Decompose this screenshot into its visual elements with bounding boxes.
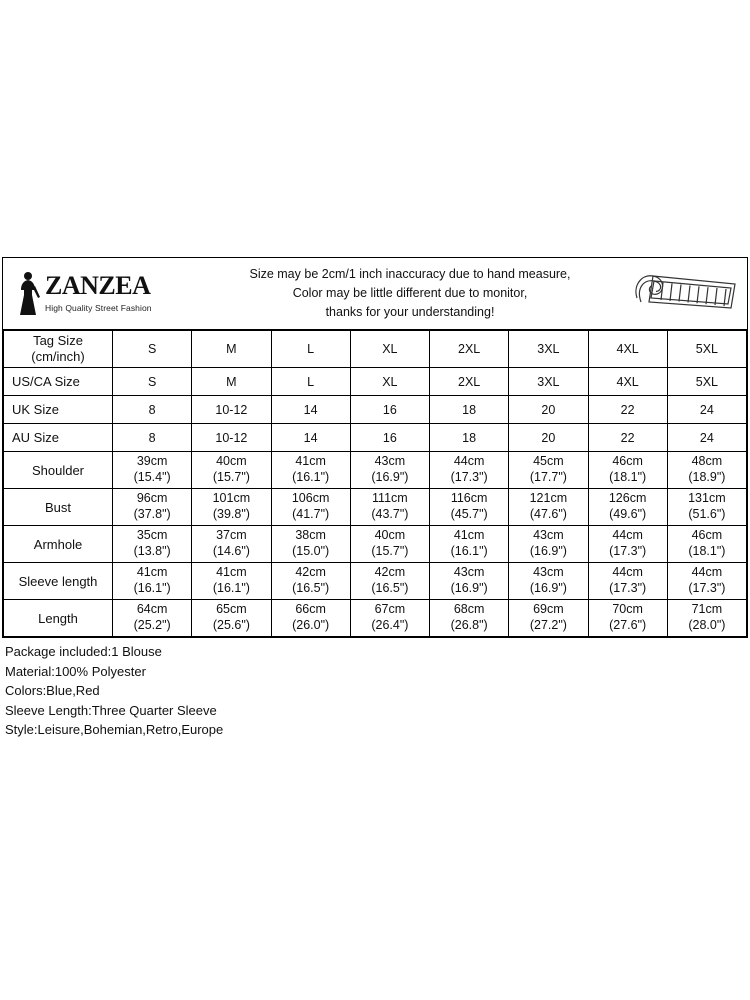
table-row — [4, 489, 747, 526]
cell — [113, 526, 192, 563]
table-row — [4, 452, 747, 489]
row-label-line2: (cm/inch) — [31, 349, 85, 364]
cell: 24 — [667, 424, 746, 452]
cell — [509, 526, 588, 563]
cell: L — [271, 331, 350, 368]
cell-inch: (37.8") — [133, 507, 171, 521]
cell-cm: 41cm — [453, 528, 485, 543]
cell — [350, 452, 429, 489]
size-table — [3, 330, 747, 637]
cell-cm: 116cm — [450, 491, 488, 506]
cell-inch: (41.7") — [292, 507, 330, 521]
cell-inch: (17.3") — [609, 544, 647, 558]
cell-cm: 44cm — [691, 565, 723, 580]
cell — [588, 452, 667, 489]
cell-inch: (18.1") — [688, 544, 726, 558]
cell-cm: 41cm — [295, 454, 326, 469]
row-label-bust: Bust — [4, 489, 113, 526]
detail-sleeve-length: Sleeve Length:Three Quarter Sleeve — [5, 702, 217, 718]
cell: 14 — [271, 396, 350, 424]
cell — [113, 600, 192, 637]
cell-inch: (25.2") — [133, 618, 171, 632]
cell — [271, 600, 350, 637]
cell: 18 — [430, 396, 509, 424]
cell — [430, 563, 509, 600]
size-chart-block — [2, 257, 748, 638]
cell — [667, 489, 746, 526]
cell-inch: (18.9") — [688, 470, 726, 484]
cell — [192, 563, 271, 600]
cell-inch: (15.4") — [133, 470, 171, 484]
cell: S — [113, 331, 192, 368]
cell-inch: (25.6") — [212, 618, 250, 632]
row-label-line1: Tag Size — [33, 332, 83, 348]
cell-inch: (17.3") — [609, 581, 647, 595]
cell-cm: 71cm — [691, 602, 723, 617]
cell-inch: (26.4") — [371, 618, 409, 632]
cell — [350, 526, 429, 563]
detail-material: Material:100% Polyester — [5, 663, 146, 679]
cell: 20 — [509, 424, 588, 452]
disclaimer-line-3: thanks for your understanding! — [325, 305, 495, 319]
cell-inch: (51.6") — [688, 507, 726, 521]
cell: 16 — [350, 424, 429, 452]
cell-cm: 42cm — [295, 565, 326, 580]
cell: 5XL — [667, 331, 746, 368]
cell-inch: (16.9") — [529, 581, 567, 595]
cell: 4XL — [588, 368, 667, 396]
measuring-tape-icon — [627, 264, 747, 324]
cell-inch: (17.7") — [529, 470, 567, 484]
cell-cm: 69cm — [533, 602, 564, 617]
cell — [113, 563, 192, 600]
cell — [588, 600, 667, 637]
cell — [509, 600, 588, 637]
chart-header — [3, 258, 747, 330]
cell-cm: 43cm — [533, 565, 564, 580]
cell-cm: 44cm — [612, 565, 643, 580]
detail-colors: Colors:Blue,Red — [5, 683, 100, 698]
cell-inch: (18.1") — [609, 470, 647, 484]
cell: L — [271, 368, 350, 396]
cell-inch: (15.0") — [292, 544, 330, 558]
cell-cm: 48cm — [691, 454, 723, 469]
cell-cm: 106cm — [291, 491, 330, 506]
cell-inch: (16.1") — [212, 581, 250, 595]
cell — [271, 489, 350, 526]
cell — [430, 526, 509, 563]
cell-inch: (17.3") — [450, 470, 488, 484]
cell-inch: (13.8") — [133, 544, 171, 558]
cell — [350, 563, 429, 600]
cell: 18 — [430, 424, 509, 452]
cell-cm: 64cm — [136, 602, 168, 617]
cell — [350, 600, 429, 637]
cell-cm: 44cm — [612, 528, 643, 543]
cell: S — [113, 368, 192, 396]
brand-text — [45, 270, 193, 315]
cell — [667, 452, 746, 489]
cell-cm: 96cm — [136, 491, 168, 506]
table-row — [4, 424, 747, 452]
cell-cm: 65cm — [216, 602, 247, 617]
cell-cm: 131cm — [688, 491, 726, 506]
cell: 4XL — [588, 331, 667, 368]
cell: 14 — [271, 424, 350, 452]
cell-inch: (28.0") — [688, 618, 726, 632]
cell-cm: 66cm — [295, 602, 326, 617]
cell — [667, 563, 746, 600]
cell — [509, 563, 588, 600]
cell-cm: 40cm — [216, 454, 247, 469]
row-label-shoulder: Shoulder — [4, 452, 113, 489]
cell: 2XL — [430, 331, 509, 368]
brand-name: ZANZEA — [45, 270, 151, 300]
cell — [430, 452, 509, 489]
cell-cm: 43cm — [533, 528, 564, 543]
cell — [192, 600, 271, 637]
cell — [271, 452, 350, 489]
cell: 24 — [667, 396, 746, 424]
cell-cm: 46cm — [691, 528, 723, 543]
disclaimer-line-2: Color may be little different due to monitor, — [292, 286, 528, 300]
cell: XL — [350, 368, 429, 396]
cell — [192, 489, 271, 526]
cell-inch: (14.6") — [212, 544, 250, 558]
cell-inch: (16.1") — [292, 470, 330, 484]
row-label-length: Length — [4, 600, 113, 637]
cell-cm: 41cm — [136, 565, 168, 580]
cell — [588, 489, 667, 526]
cell-cm: 44cm — [453, 454, 485, 469]
cell-cm: 38cm — [295, 528, 326, 543]
cell: 3XL — [509, 368, 588, 396]
disclaimer-text — [193, 265, 627, 322]
cell-cm: 43cm — [374, 454, 406, 469]
cell-cm: 42cm — [374, 565, 406, 580]
cell: 8 — [113, 424, 192, 452]
cell-inch: (45.7") — [450, 507, 488, 521]
cell-inch: (16.9") — [529, 544, 567, 558]
product-details — [2, 640, 748, 740]
cell-inch: (47.6") — [529, 507, 567, 521]
cell-cm: 45cm — [533, 454, 564, 469]
woman-silhouette-icon — [15, 271, 41, 317]
cell-cm: 126cm — [608, 491, 647, 506]
cell-inch: (16.9") — [450, 581, 488, 595]
table-row — [4, 368, 747, 396]
cell-cm: 41cm — [216, 565, 247, 580]
cell-cm: 46cm — [612, 454, 643, 469]
cell: 3XL — [509, 331, 588, 368]
table-row — [4, 600, 747, 637]
cell-inch: (16.1") — [450, 544, 488, 558]
cell: 2XL — [430, 368, 509, 396]
cell — [430, 600, 509, 637]
cell-cm: 43cm — [453, 565, 485, 580]
cell — [192, 526, 271, 563]
cell-cm: 121cm — [529, 491, 568, 506]
cell: M — [192, 331, 271, 368]
cell: 22 — [588, 396, 667, 424]
cell: XL — [350, 331, 429, 368]
cell — [350, 489, 429, 526]
cell: 10-12 — [192, 396, 271, 424]
row-label-armhole: Armhole — [4, 526, 113, 563]
table-row — [4, 563, 747, 600]
cell — [588, 563, 667, 600]
cell-cm: 101cm — [212, 491, 251, 506]
cell — [509, 489, 588, 526]
cell — [667, 526, 746, 563]
cell: 8 — [113, 396, 192, 424]
row-label-uk-size: UK Size — [4, 396, 113, 424]
cell: 5XL — [667, 368, 746, 396]
cell-inch: (27.6") — [609, 618, 647, 632]
cell: 20 — [509, 396, 588, 424]
cell: 22 — [588, 424, 667, 452]
cell-inch: (15.7") — [212, 470, 250, 484]
cell-cm: 35cm — [136, 528, 168, 543]
cell-cm: 111cm — [372, 491, 408, 506]
cell-inch: (26.8") — [450, 618, 488, 632]
cell-inch: (39.8") — [212, 507, 250, 521]
detail-style: Style:Leisure,Bohemian,Retro,Europe — [5, 722, 224, 737]
cell-cm: 70cm — [612, 602, 643, 617]
disclaimer-line-1: Size may be 2cm/1 inch inaccuracy due to hand measure, — [249, 267, 571, 281]
cell — [430, 489, 509, 526]
cell — [113, 489, 192, 526]
brand-tagline: High Quality Street Fashion — [45, 302, 152, 313]
cell-cm: 68cm — [453, 602, 485, 617]
cell-inch: (15.7") — [371, 544, 409, 558]
table-row — [4, 526, 747, 563]
row-label-sleeve-length: Sleeve length — [4, 563, 113, 600]
cell-inch: (17.3") — [688, 581, 726, 595]
cell: 10-12 — [192, 424, 271, 452]
row-label-us-ca-size: US/CA Size — [4, 368, 113, 396]
cell-inch: (49.6") — [609, 507, 647, 521]
cell-inch: (43.7") — [371, 507, 409, 521]
row-label-au-size: AU Size — [4, 424, 113, 452]
cell — [509, 452, 588, 489]
cell — [113, 452, 192, 489]
cell-inch: (16.1") — [133, 581, 171, 595]
cell — [192, 452, 271, 489]
table-row — [4, 396, 747, 424]
cell-inch: (16.5") — [292, 581, 330, 595]
detail-package: Package included:1 Blouse — [5, 644, 162, 659]
brand-logo — [3, 271, 193, 317]
cell — [588, 526, 667, 563]
cell-inch: (16.5") — [371, 581, 409, 595]
row-label-tag-size — [4, 331, 113, 368]
cell-inch: (16.9") — [371, 470, 409, 484]
cell-cm: 40cm — [374, 528, 406, 543]
cell — [667, 600, 746, 637]
cell: M — [192, 368, 271, 396]
table-row — [4, 331, 747, 368]
cell-cm: 37cm — [216, 528, 247, 543]
cell-cm: 67cm — [374, 602, 406, 617]
cell — [271, 526, 350, 563]
cell-inch: (26.0") — [292, 618, 330, 632]
cell-cm: 39cm — [136, 454, 168, 469]
cell: 16 — [350, 396, 429, 424]
cell — [271, 563, 350, 600]
cell-inch: (27.2") — [529, 618, 567, 632]
